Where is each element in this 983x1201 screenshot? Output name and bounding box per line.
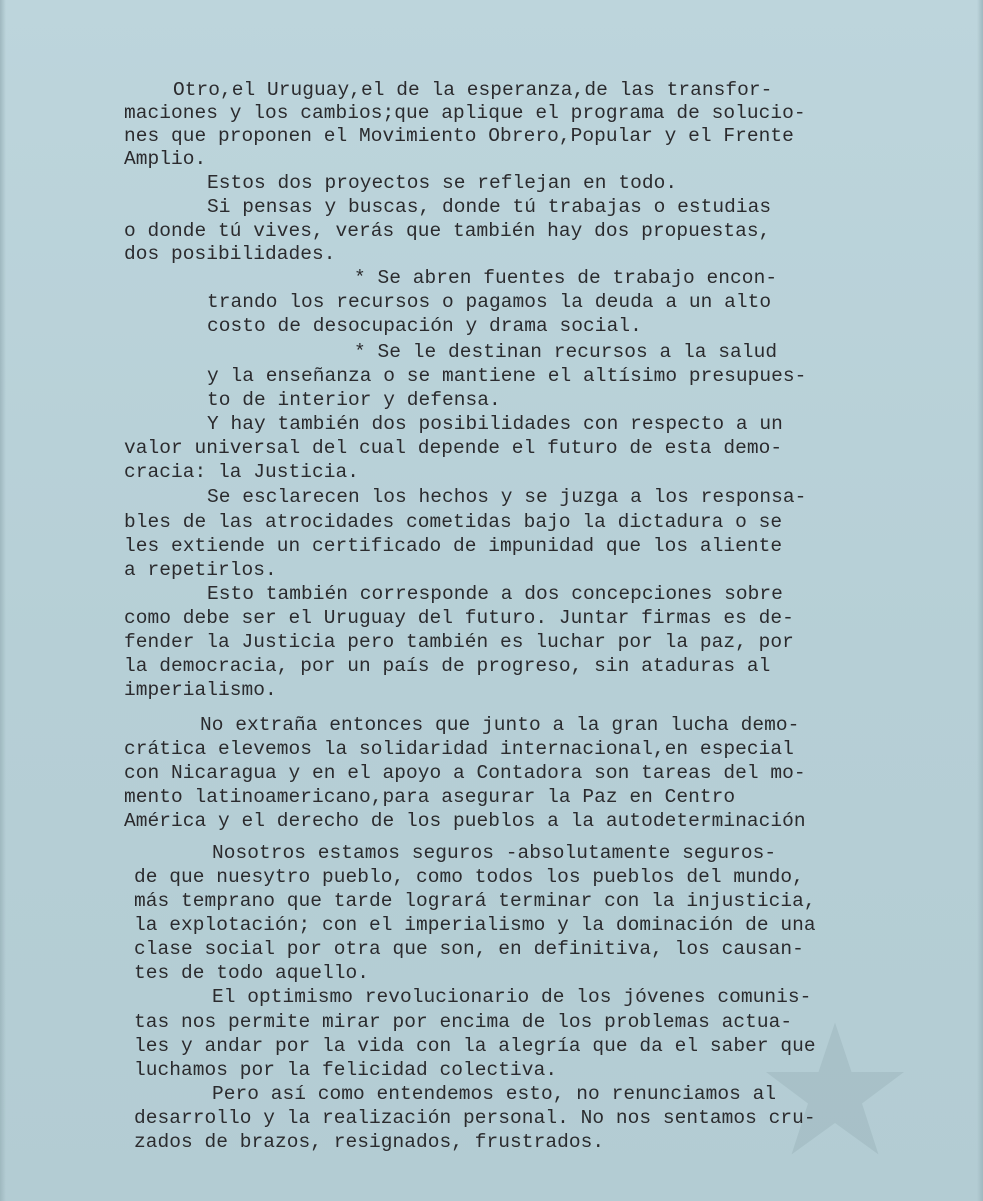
text-line: luchamos por la felicidad colectiva. <box>134 1059 558 1081</box>
text-line: tes de todo aquello. <box>134 962 370 984</box>
text-line: y la enseñanza o se mantiene el altísimo presupues- <box>207 365 807 387</box>
text-line: Se esclarecen los hechos y se juzga a los responsa- <box>207 486 807 508</box>
text-line: América y el derecho de los pueblos a la autodeterminación <box>124 810 806 832</box>
text-line: les extiende un certificado de impunidad que los aliente <box>124 535 783 557</box>
text-line: dos posibilidades. <box>124 243 336 265</box>
text-line: Estos dos proyectos se reflejan en todo. <box>207 172 678 194</box>
text-line: Nosotros estamos seguros -absolutamente seguros- <box>212 842 777 864</box>
text-line: Si pensas y buscas, donde tú trabajas o estudias <box>207 196 772 218</box>
text-line: maciones y los cambios;que aplique el programa de solucio- <box>124 102 806 124</box>
page-right-edge <box>977 0 983 1201</box>
text-line: les y andar por la vida con la alegría que da el saber que <box>134 1035 816 1057</box>
text-line: fender la Justicia pero también es luchar por la paz, por <box>124 631 794 653</box>
text-line: * Se abren fuentes de trabajo encon- <box>354 267 778 289</box>
text-line: o donde tú vives, verás que también hay dos propuestas, <box>124 220 771 242</box>
text-line: trando los recursos o pagamos la deuda a un alto <box>207 291 772 313</box>
text-line: imperialismo. <box>124 679 277 701</box>
text-line: to de interior y defensa. <box>207 389 501 411</box>
text-line: * Se le destinan recursos a la salud <box>354 341 778 363</box>
text-line: valor universal del cual depende el futuro de esta demo- <box>124 437 783 459</box>
text-line: clase social por otra que son, en definitiva, los causan- <box>134 938 804 960</box>
text-line: más temprano que tarde logrará terminar con la injusticia, <box>134 890 816 912</box>
text-line: Otro,el Uruguay,el de la esperanza,de las transfor- <box>173 79 773 101</box>
text-line: la democracia, por un país de progreso, sin ataduras al <box>124 655 771 677</box>
text-line: Pero así como entendemos esto, no renunciamos al <box>212 1083 777 1105</box>
text-line: desarrollo y la realización personal. No nos sentamos cru- <box>134 1107 816 1129</box>
text-line: la explotación; con el imperialismo y la dominación de una <box>134 914 816 936</box>
text-line: cracia: la Justicia. <box>124 461 360 483</box>
text-line: bles de las atrocidades cometidas bajo la dictadura o se <box>124 511 783 533</box>
text-line: crática elevemos la solidaridad internacional,en especial <box>124 738 794 760</box>
text-line: Y hay también dos posibilidades con respecto a un <box>207 413 783 435</box>
text-line: mento latinoamericano,para asegurar la Paz en Centro <box>124 786 736 808</box>
text-line: a repetirlos. <box>124 559 277 581</box>
text-line: con Nicaragua y en el apoyo a Contadora son tareas del mo- <box>124 762 806 784</box>
text-line: de que nuesytro pueblo, como todos los pueblos del mundo, <box>134 866 804 888</box>
text-line: Amplio. <box>124 148 207 170</box>
text-line: No extraña entonces que junto a la gran lucha demo- <box>200 714 800 736</box>
text-line: Esto también corresponde a dos concepciones sobre <box>207 583 783 605</box>
text-line: zados de brazos, resignados, frustrados. <box>134 1131 605 1153</box>
page-left-edge <box>0 0 6 1201</box>
text-line: como debe ser el Uruguay del futuro. Juntar firmas es de- <box>124 607 794 629</box>
text-line: nes que proponen el Movimiento Obrero,Popular y el Frente <box>124 125 794 147</box>
text-line: costo de desocupación y drama social. <box>207 315 642 337</box>
text-line: El optimismo revolucionario de los jóvenes comunis- <box>212 986 812 1008</box>
text-line: tas nos permite mirar por encima de los problemas actua- <box>134 1011 793 1033</box>
